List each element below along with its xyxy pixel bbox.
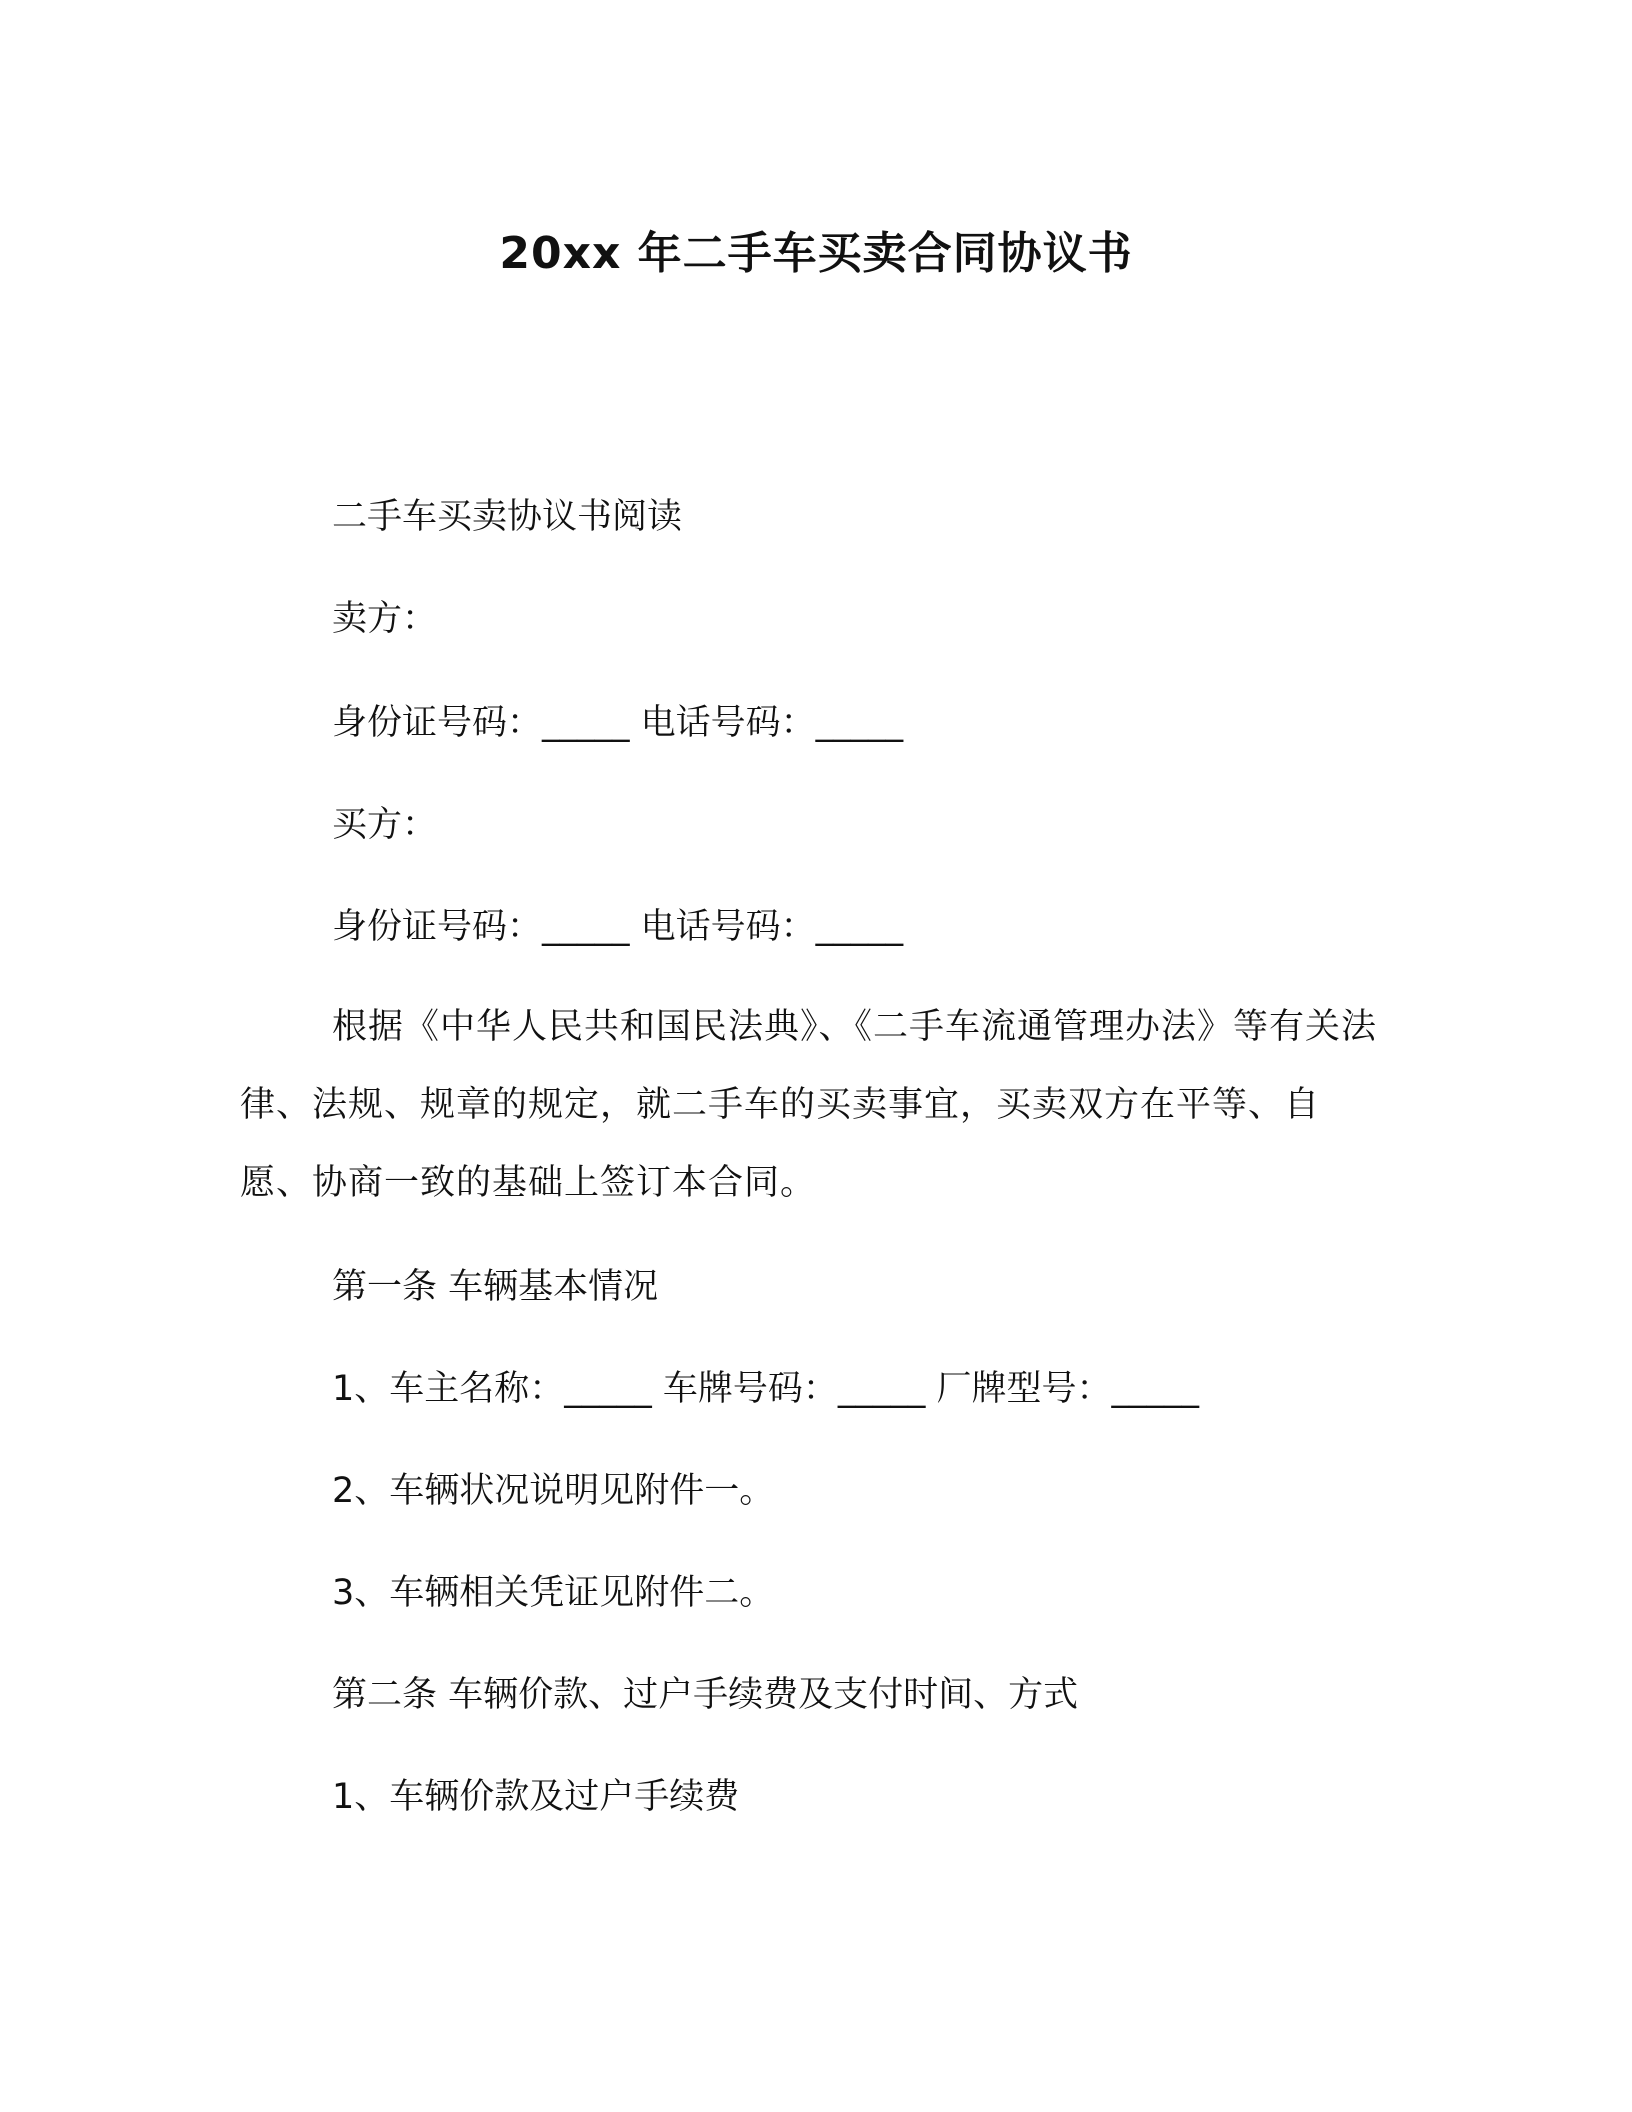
buyer-label: 买方： bbox=[332, 805, 438, 845]
article-1-heading: 第一条 车辆基本情况 bbox=[332, 1267, 659, 1307]
article-1-item-3: 3、车辆相关凭证见附件二。 bbox=[332, 1573, 775, 1613]
article-1-item-1: 1、车主名称：_____ 车牌号码：_____ 厂牌型号：_____ bbox=[332, 1369, 1200, 1409]
buyer-id-phone-line: 身份证号码：_____ 电话号码：_____ bbox=[332, 907, 904, 947]
preamble-paragraph: 根据《中华人民共和国民法典》、《二手车流通管理办法》等有关法律、法规、规章的规定，就二手车的买卖事宜，买卖双方在平等、自愿、协商一致的基础上签订本合同。 bbox=[240, 1007, 1378, 1203]
article-1-item-2: 2、车辆状况说明见附件一。 bbox=[332, 1471, 775, 1511]
article-2-item-1: 1、车辆价款及过户手续费 bbox=[332, 1777, 740, 1817]
document-title: 20xx 年二手车买卖合同协议书 bbox=[499, 228, 1133, 279]
seller-label: 卖方： bbox=[332, 599, 438, 639]
seller-id-phone-line: 身份证号码：_____ 电话号码：_____ bbox=[332, 703, 904, 743]
article-2-heading: 第二条 车辆价款、过户手续费及支付时间、方式 bbox=[332, 1675, 1079, 1715]
intro-heading: 二手车买卖协议书阅读 bbox=[332, 497, 683, 537]
